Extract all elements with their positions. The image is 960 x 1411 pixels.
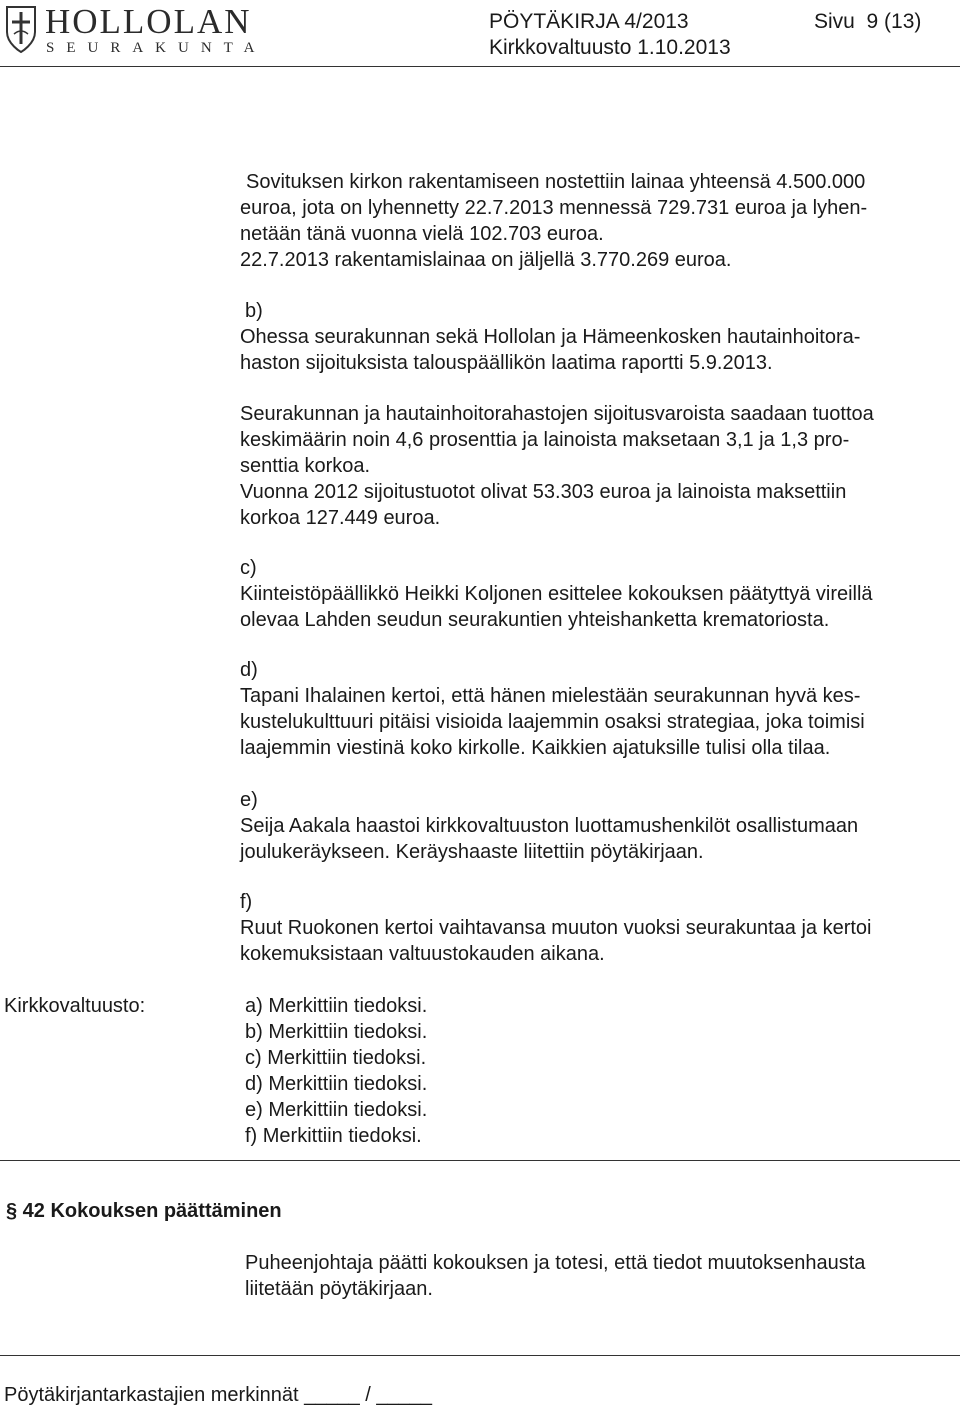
meeting-name: Kirkkovaltuusto 1.10.2013 (489, 36, 731, 59)
section-heading: § 42 Kokouksen päättäminen (6, 1200, 282, 1222)
text-line: liitetään pöytäkirjaan. (245, 1278, 433, 1300)
decision-list (245, 993, 427, 1149)
footer-signature-text: Pöytäkirjantarkastajien merkinnät _____ / _____ (4, 1384, 433, 1406)
header-divider (0, 66, 960, 67)
decision-item: a) Merkittiin tiedoksi. (245, 995, 428, 1017)
item-e (240, 787, 960, 865)
decision-label: Kirkkovaltuusto: (4, 995, 146, 1017)
text-line: 22.7.2013 rakentamislainaa on jäljellä 3.770.269 euroa. (240, 249, 732, 271)
text-line: netään tänä vuonna vielä 102.703 euroa. (240, 223, 604, 245)
text-line: Seija Aakala haastoi kirkkovaltuuston luottamushenkilöt osallistumaan (240, 815, 859, 837)
page-number: Sivu 9 (13) (814, 10, 922, 33)
text-line: Ruut Ruokonen kertoi vaihtavansa muuton vuoksi seurakuntaa ja kertoi (240, 917, 872, 939)
text-line: Puheenjohtaja päätti kokouksen ja totesi, että tiedot muutoksenhausta (245, 1252, 866, 1274)
document-title: PÖYTÄKIRJA 4/2013 (489, 10, 689, 33)
text-line: joulukeräykseen. Keräyshaaste liitettiin pöytäkirjaan. (240, 841, 704, 863)
item-label: d) (240, 659, 258, 681)
logo-subtitle: SEURAKUNTA (46, 40, 267, 56)
item-b (240, 298, 960, 376)
item-label: f) (240, 891, 253, 913)
church-logo-emblem (4, 4, 38, 54)
section-divider (0, 1160, 960, 1161)
text-line: olevaa Lahden seudun seurakuntien yhteishanketta krematoriosta. (240, 609, 830, 631)
decision-item: d) Merkittiin tiedoksi. (245, 1073, 428, 1095)
text-line: korkoa 127.449 euroa. (240, 507, 441, 529)
closing-paragraph (245, 1250, 865, 1302)
item-label: b) (245, 300, 263, 322)
text-line: Seurakunnan ja hautainhoitorahastojen sijoitusvaroista saadaan tuottoa (240, 403, 874, 425)
text-line: kustelukulttuuri pitäisi visioida laajemmin osaksi strategiaa, joka toimisi (240, 711, 865, 733)
loan-paragraph (240, 169, 960, 273)
item-f (240, 889, 960, 967)
logo-wordmark: HOLLOLAN (45, 2, 252, 41)
text-line: keskimäärin noin 4,6 prosenttia ja lainoista maksetaan 3,1 ja 1,3 pro- (240, 429, 850, 451)
text-line: haston sijoituksista talouspäällikön laatima raportti 5.9.2013. (240, 352, 773, 374)
investment-paragraph (240, 401, 960, 531)
item-d (240, 657, 960, 761)
text-line: Vuonna 2012 sijoitustuotot olivat 53.303 euroa ja lainoista maksettiin (240, 481, 847, 503)
footer-divider (0, 1355, 960, 1356)
decision-item: f) Merkittiin tiedoksi. (245, 1125, 422, 1147)
text-line: senttia korkoa. (240, 455, 371, 477)
item-label: c) (240, 557, 257, 579)
text-line: euroa, jota on lyhennetty 22.7.2013 mennessä 729.731 euroa ja lyhen- (240, 197, 868, 219)
decision-item: e) Merkittiin tiedoksi. (245, 1099, 428, 1121)
cross-shield-icon (4, 4, 38, 54)
text-line: Sovituksen kirkon rakentamiseen nostettiin lainaa yhteensä 4.500.000 (246, 171, 866, 193)
item-label: e) (240, 789, 258, 811)
decision-item: b) Merkittiin tiedoksi. (245, 1021, 428, 1043)
text-line: Kiinteistöpäällikkö Heikki Koljonen esittelee kokouksen päätyttyä vireillä (240, 583, 873, 605)
text-line: kokemuksistaan valtuustokauden aikana. (240, 943, 605, 965)
item-c (240, 555, 960, 633)
text-line: Ohessa seurakunnan sekä Hollolan ja Hämeenkosken hautainhoitora- (240, 326, 861, 348)
text-line: laajemmin viestinä koko kirkolle. Kaikkien ajatuksille tulisi olla tilaa. (240, 737, 831, 759)
text-line: Tapani Ihalainen kertoi, että hänen mielestään seurakunnan hyvä kes- (240, 685, 861, 707)
decision-item: c) Merkittiin tiedoksi. (245, 1047, 427, 1069)
